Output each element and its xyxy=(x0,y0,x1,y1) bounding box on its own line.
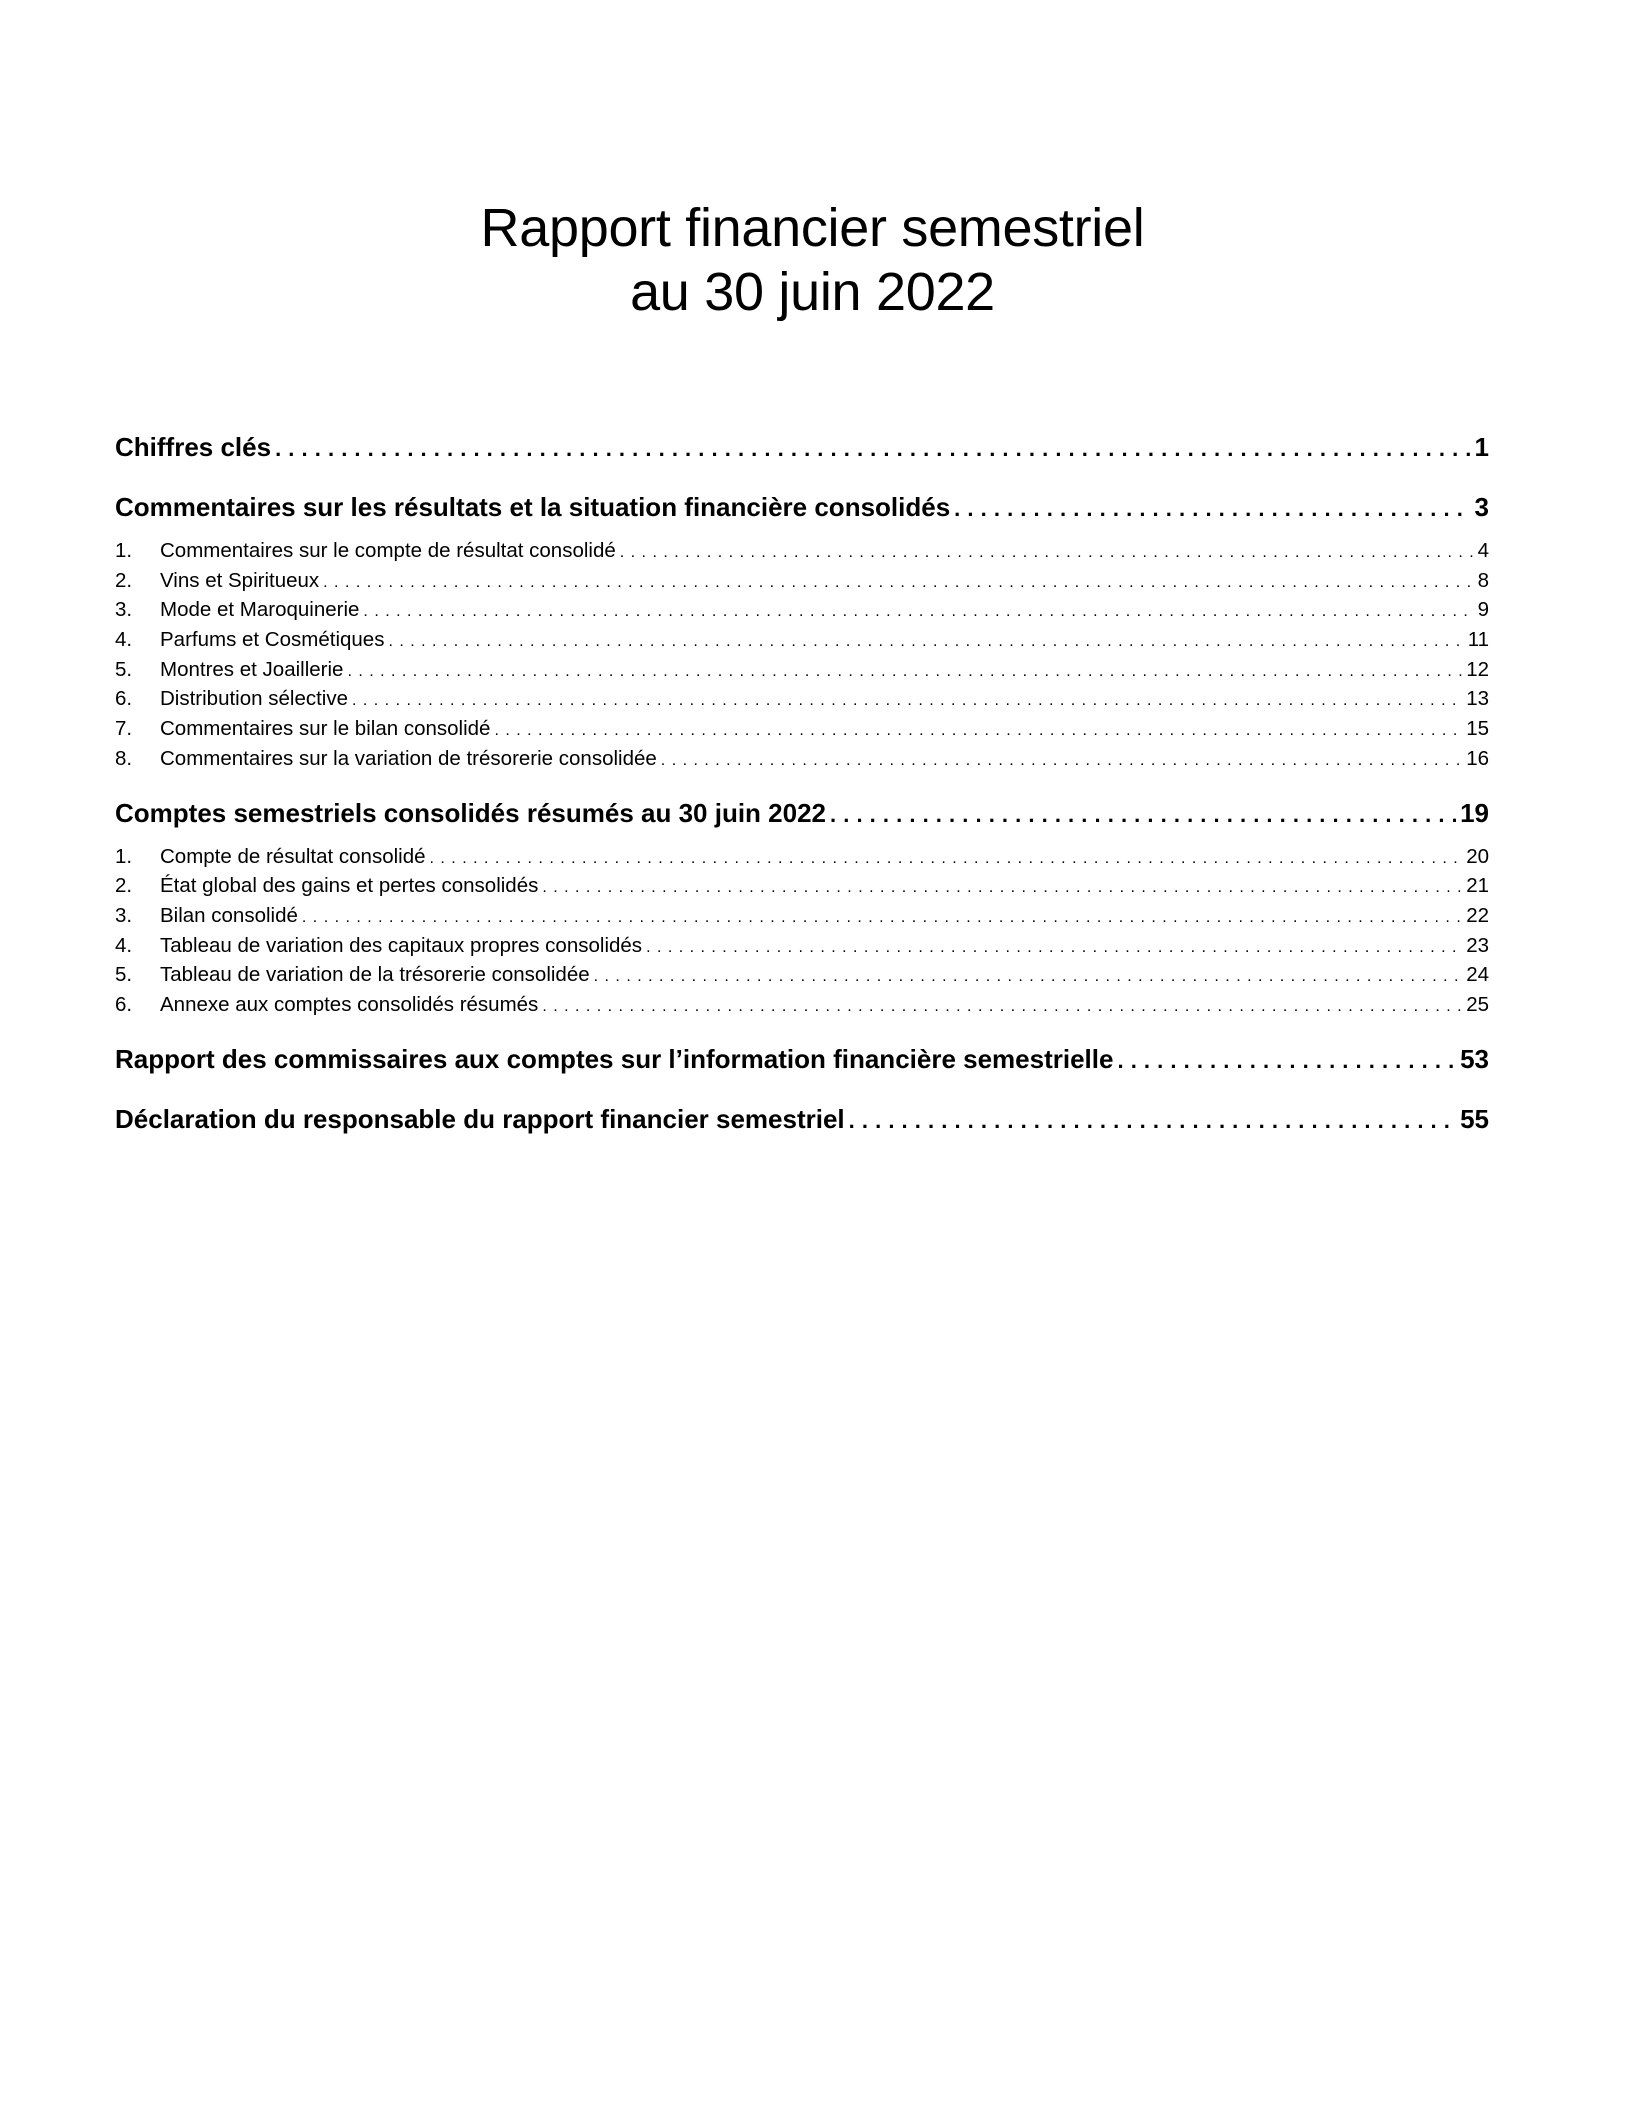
toc-page-number: 12 xyxy=(1466,657,1489,681)
toc-subentry-number: 5. xyxy=(115,963,133,987)
toc-entry-label: Chiffres clés xyxy=(115,432,272,462)
title-line-2: au 30 juin 2022 xyxy=(630,262,995,322)
toc-subentry-label: Annexe aux comptes consolidés résumés xyxy=(160,992,539,1016)
toc-subentry-number: 1. xyxy=(115,844,133,868)
toc-subentry-label: Bilan consolidé xyxy=(160,903,298,927)
toc-subsection-comments xyxy=(115,536,1489,774)
document-title xyxy=(0,196,1625,324)
toc-entry-label: Rapport des commissaires aux comptes sur l’information financière semestrielle xyxy=(115,1043,1114,1074)
toc-entry-comments[interactable] xyxy=(115,488,1489,526)
toc-subentry[interactable] xyxy=(115,595,1489,625)
toc-subentry-number: 6. xyxy=(115,992,133,1016)
toc-subentry[interactable] xyxy=(115,901,1489,931)
toc-subentry-label: Tableau de variation de la trésorerie consolidée xyxy=(160,963,590,987)
toc-page-number: 8 xyxy=(1477,568,1489,592)
toc-page-number: 20 xyxy=(1466,844,1489,868)
toc-page-number: 16 xyxy=(1466,746,1489,770)
dot-leader xyxy=(849,1102,1456,1140)
toc-subentry[interactable] xyxy=(115,536,1489,566)
toc-subentry-label: Commentaires sur le compte de résultat consolidé xyxy=(160,539,616,562)
title-line-1: Rapport financier semestriel xyxy=(480,198,1145,258)
dot-leader xyxy=(594,962,1463,992)
dot-leader xyxy=(542,992,1462,1022)
toc-subentry-number: 2. xyxy=(115,568,133,592)
toc-subentry-label: Compte de résultat consolidé xyxy=(160,844,426,868)
toc-page-number: 3 xyxy=(1474,492,1489,522)
toc-subentry-label: Vins et Spiritueux xyxy=(160,568,320,592)
dot-leader xyxy=(646,933,1462,963)
dot-leader xyxy=(352,686,1462,716)
toc-subentry-label: Montres et Joaillerie xyxy=(160,657,344,681)
toc-page-number: 15 xyxy=(1466,717,1489,741)
dot-leader xyxy=(494,716,1462,746)
toc-page-number: 21 xyxy=(1466,874,1489,898)
toc-page-number: 24 xyxy=(1466,963,1489,987)
toc-subentry[interactable] xyxy=(115,655,1489,685)
toc-subentry-number: 2. xyxy=(115,874,133,898)
dot-leader xyxy=(388,627,1463,657)
toc-subentry[interactable] xyxy=(115,684,1489,714)
dot-leader xyxy=(1117,1042,1456,1080)
toc-entry-auditors-report[interactable] xyxy=(115,1040,1489,1078)
toc-subentry-label: Commentaires sur la variation de trésorerie consolidée xyxy=(160,746,657,770)
dot-leader xyxy=(542,873,1462,903)
toc-subentry-number: 4. xyxy=(115,933,133,957)
dot-leader xyxy=(830,796,1456,834)
toc-subentry-label: Parfums et Cosmétiques xyxy=(160,628,385,652)
toc-page-number: 55 xyxy=(1460,1103,1489,1134)
toc-entry-label: Déclaration du responsable du rapport financier semestriel xyxy=(115,1103,845,1134)
toc-subentry[interactable] xyxy=(115,842,1489,872)
dot-leader xyxy=(302,903,1462,933)
dot-leader xyxy=(430,844,1463,874)
toc-subentry-number: 6. xyxy=(115,687,133,711)
toc-subentry[interactable] xyxy=(115,931,1489,961)
toc-entry-key-figures[interactable] xyxy=(115,428,1489,466)
toc-subentry-number: 1. xyxy=(115,539,133,562)
toc-subentry-number: 7. xyxy=(115,717,133,741)
toc-subentry-label: État global des gains et pertes consolidés xyxy=(160,874,539,898)
dot-leader xyxy=(275,430,1470,468)
dot-leader xyxy=(363,597,1473,627)
toc-subentry-number: 3. xyxy=(115,903,133,927)
toc-subentry-number: 8. xyxy=(115,746,133,770)
toc-subentry-label: Mode et Maroquinerie xyxy=(160,598,360,622)
toc-subentry[interactable] xyxy=(115,625,1489,655)
toc-page-number: 13 xyxy=(1466,687,1489,711)
toc-subentry-label: Tableau de variation des capitaux propres consolidés xyxy=(160,933,643,957)
toc-subentry[interactable] xyxy=(115,871,1489,901)
toc-page-number: 19 xyxy=(1460,797,1489,828)
toc-page-number: 25 xyxy=(1466,992,1489,1016)
toc-page-number: 1 xyxy=(1474,432,1489,462)
toc-page-number: 4 xyxy=(1477,539,1489,562)
toc-subsection-accounts xyxy=(115,842,1489,1020)
toc-page-number: 22 xyxy=(1466,903,1489,927)
toc-page-number: 11 xyxy=(1467,628,1489,652)
toc-entry-label: Commentaires sur les résultats et la situation financière consolidés xyxy=(115,492,951,522)
toc-subentry[interactable] xyxy=(115,566,1489,596)
toc-page-number: 9 xyxy=(1477,598,1489,622)
toc-subentry-number: 5. xyxy=(115,657,133,681)
toc-subentry-label: Commentaires sur le bilan consolidé xyxy=(160,717,491,741)
toc-subentry-label: Distribution sélective xyxy=(160,687,348,711)
dot-leader xyxy=(620,538,1474,568)
toc-subentry[interactable] xyxy=(115,960,1489,990)
toc-entry-declaration[interactable] xyxy=(115,1100,1489,1138)
toc-subentry-number: 4. xyxy=(115,628,133,652)
dot-leader xyxy=(347,657,1462,687)
dot-leader xyxy=(954,490,1470,528)
toc-page-number: 53 xyxy=(1460,1043,1489,1074)
dot-leader xyxy=(323,568,1473,598)
toc-subentry-number: 3. xyxy=(115,598,133,622)
toc-entry-accounts[interactable] xyxy=(115,794,1489,832)
toc-entry-label: Comptes semestriels consolidés résumés au 30 juin 2022 xyxy=(115,797,826,828)
toc-subentry[interactable] xyxy=(115,990,1489,1020)
table-of-contents xyxy=(115,428,1489,1138)
toc-subentry[interactable] xyxy=(115,714,1489,744)
dot-leader xyxy=(661,746,1462,776)
toc-page-number: 23 xyxy=(1466,933,1489,957)
toc-subentry[interactable] xyxy=(115,744,1489,774)
